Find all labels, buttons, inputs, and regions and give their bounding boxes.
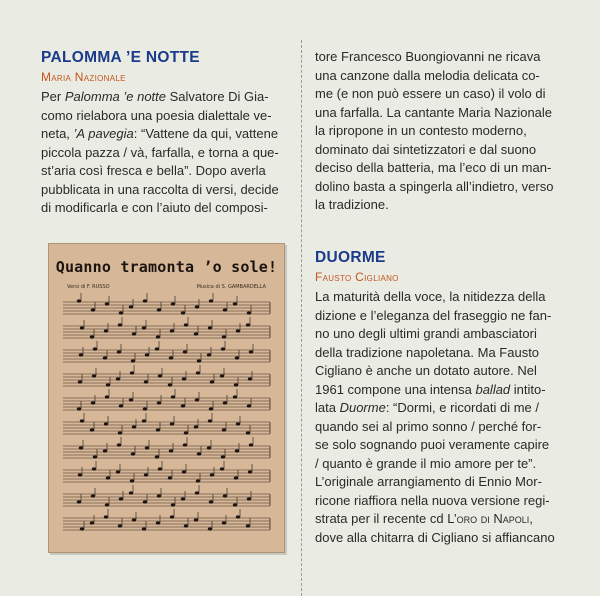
sheet-music-image bbox=[48, 243, 285, 553]
text-line: La maturità della voce, la nitidezza della bbox=[315, 289, 546, 304]
sheet-music-title: Quanno tramonta ’o sole! bbox=[55, 258, 278, 276]
sheet-music-credit: Musica di S. GAMBARDELLA bbox=[196, 284, 266, 290]
right-column bbox=[315, 48, 585, 545]
artist-fausto-cigliano: Fausto Cigliano bbox=[315, 270, 399, 284]
text-line: lata Duorme: “Dormi, e ricordati di me / bbox=[315, 400, 539, 415]
music-staves bbox=[49, 244, 284, 552]
palomma-body bbox=[41, 88, 295, 218]
text-line: me (e non può essere un caso) il volo di bbox=[315, 86, 546, 101]
text-line: una farfalla. La cantante Maria Nazionale bbox=[315, 104, 553, 120]
staff bbox=[63, 437, 270, 459]
text-line: quando sei al primo sonno / perché for- bbox=[315, 418, 542, 434]
staff bbox=[63, 509, 270, 531]
text-line: piccola pazza / và, farfalla, e torna a que- bbox=[41, 144, 279, 160]
text-line: della tradizione napoletana. Ma Fausto bbox=[315, 344, 540, 360]
text-line: dolino basta a spingerla all’indietro, verso bbox=[315, 178, 554, 194]
section-title-duorme: DUORME bbox=[315, 249, 386, 266]
text-line: Per Palomma ’e notte Salvatore Di Gia- bbox=[41, 89, 269, 104]
text-line: la tradizione. bbox=[315, 197, 389, 212]
staff bbox=[63, 413, 270, 435]
duorme-section bbox=[315, 248, 585, 547]
text-line: di modificarla e con l’aiuto del composi- bbox=[41, 200, 268, 215]
text-line: ricone riaffiora nella nuova versione regi- bbox=[315, 492, 550, 508]
staff bbox=[63, 485, 270, 507]
column-divider bbox=[301, 40, 302, 596]
text-line: / quanto è grande il mio amore per te”. bbox=[315, 455, 537, 471]
duorme-body bbox=[315, 288, 585, 547]
text-line: neta, ’A pavegia: “Vattene da qui, vattene bbox=[41, 126, 279, 141]
staff bbox=[63, 341, 270, 363]
text-line: la ripropone in un contesto moderno, bbox=[315, 123, 527, 138]
text-line: 1961 compone una intensa ballad intito- bbox=[315, 381, 546, 397]
sheet-lyrics-credit: Versi di F. RUSSO bbox=[67, 284, 110, 290]
text-line: Cigliano è anche un dotato autore. Nel bbox=[315, 363, 537, 378]
section-title-palomma: PALOMMA ’E NOTTE bbox=[41, 49, 200, 66]
palomma-body-continued bbox=[315, 48, 585, 215]
staff bbox=[63, 317, 270, 339]
text-line: strata per il recente cd L’oro di Napoli, bbox=[315, 511, 533, 526]
text-line: no uno degli ultimi grandi ambasciatori bbox=[315, 326, 537, 341]
artist-maria-nazionale: Maria Nazionale bbox=[41, 70, 126, 84]
text-line: pubblicata in una raccolta di versi, decide bbox=[41, 181, 279, 197]
text-line: tore Francesco Buongiovanni ne ricava bbox=[315, 49, 541, 64]
staff bbox=[63, 365, 270, 387]
text-line: como rielabora una poesia dialettale ve- bbox=[41, 107, 272, 123]
staff bbox=[63, 293, 270, 315]
text-line: L’originale arrangiamento di Ennio Mor- bbox=[315, 474, 542, 489]
text-line: deciso della batteria, ma l’eco di un man- bbox=[315, 160, 552, 175]
text-line: dominato dai sintetizzatori e dal suono bbox=[315, 141, 537, 157]
text-line: dove alla chitarra di Cigliano si affiancano bbox=[315, 529, 555, 545]
text-line: una canzone dalla melodia delicata co- bbox=[315, 67, 540, 83]
text-line: dizione e l’eleganza del fraseggio ne fan- bbox=[315, 307, 552, 323]
staff bbox=[63, 461, 270, 483]
staff bbox=[63, 389, 270, 411]
text-line: se solo sognando puoi veramente capire bbox=[315, 437, 550, 452]
left-column bbox=[41, 48, 295, 218]
text-line: st’aria così fresca e bella”. Dopo averla bbox=[41, 163, 266, 178]
